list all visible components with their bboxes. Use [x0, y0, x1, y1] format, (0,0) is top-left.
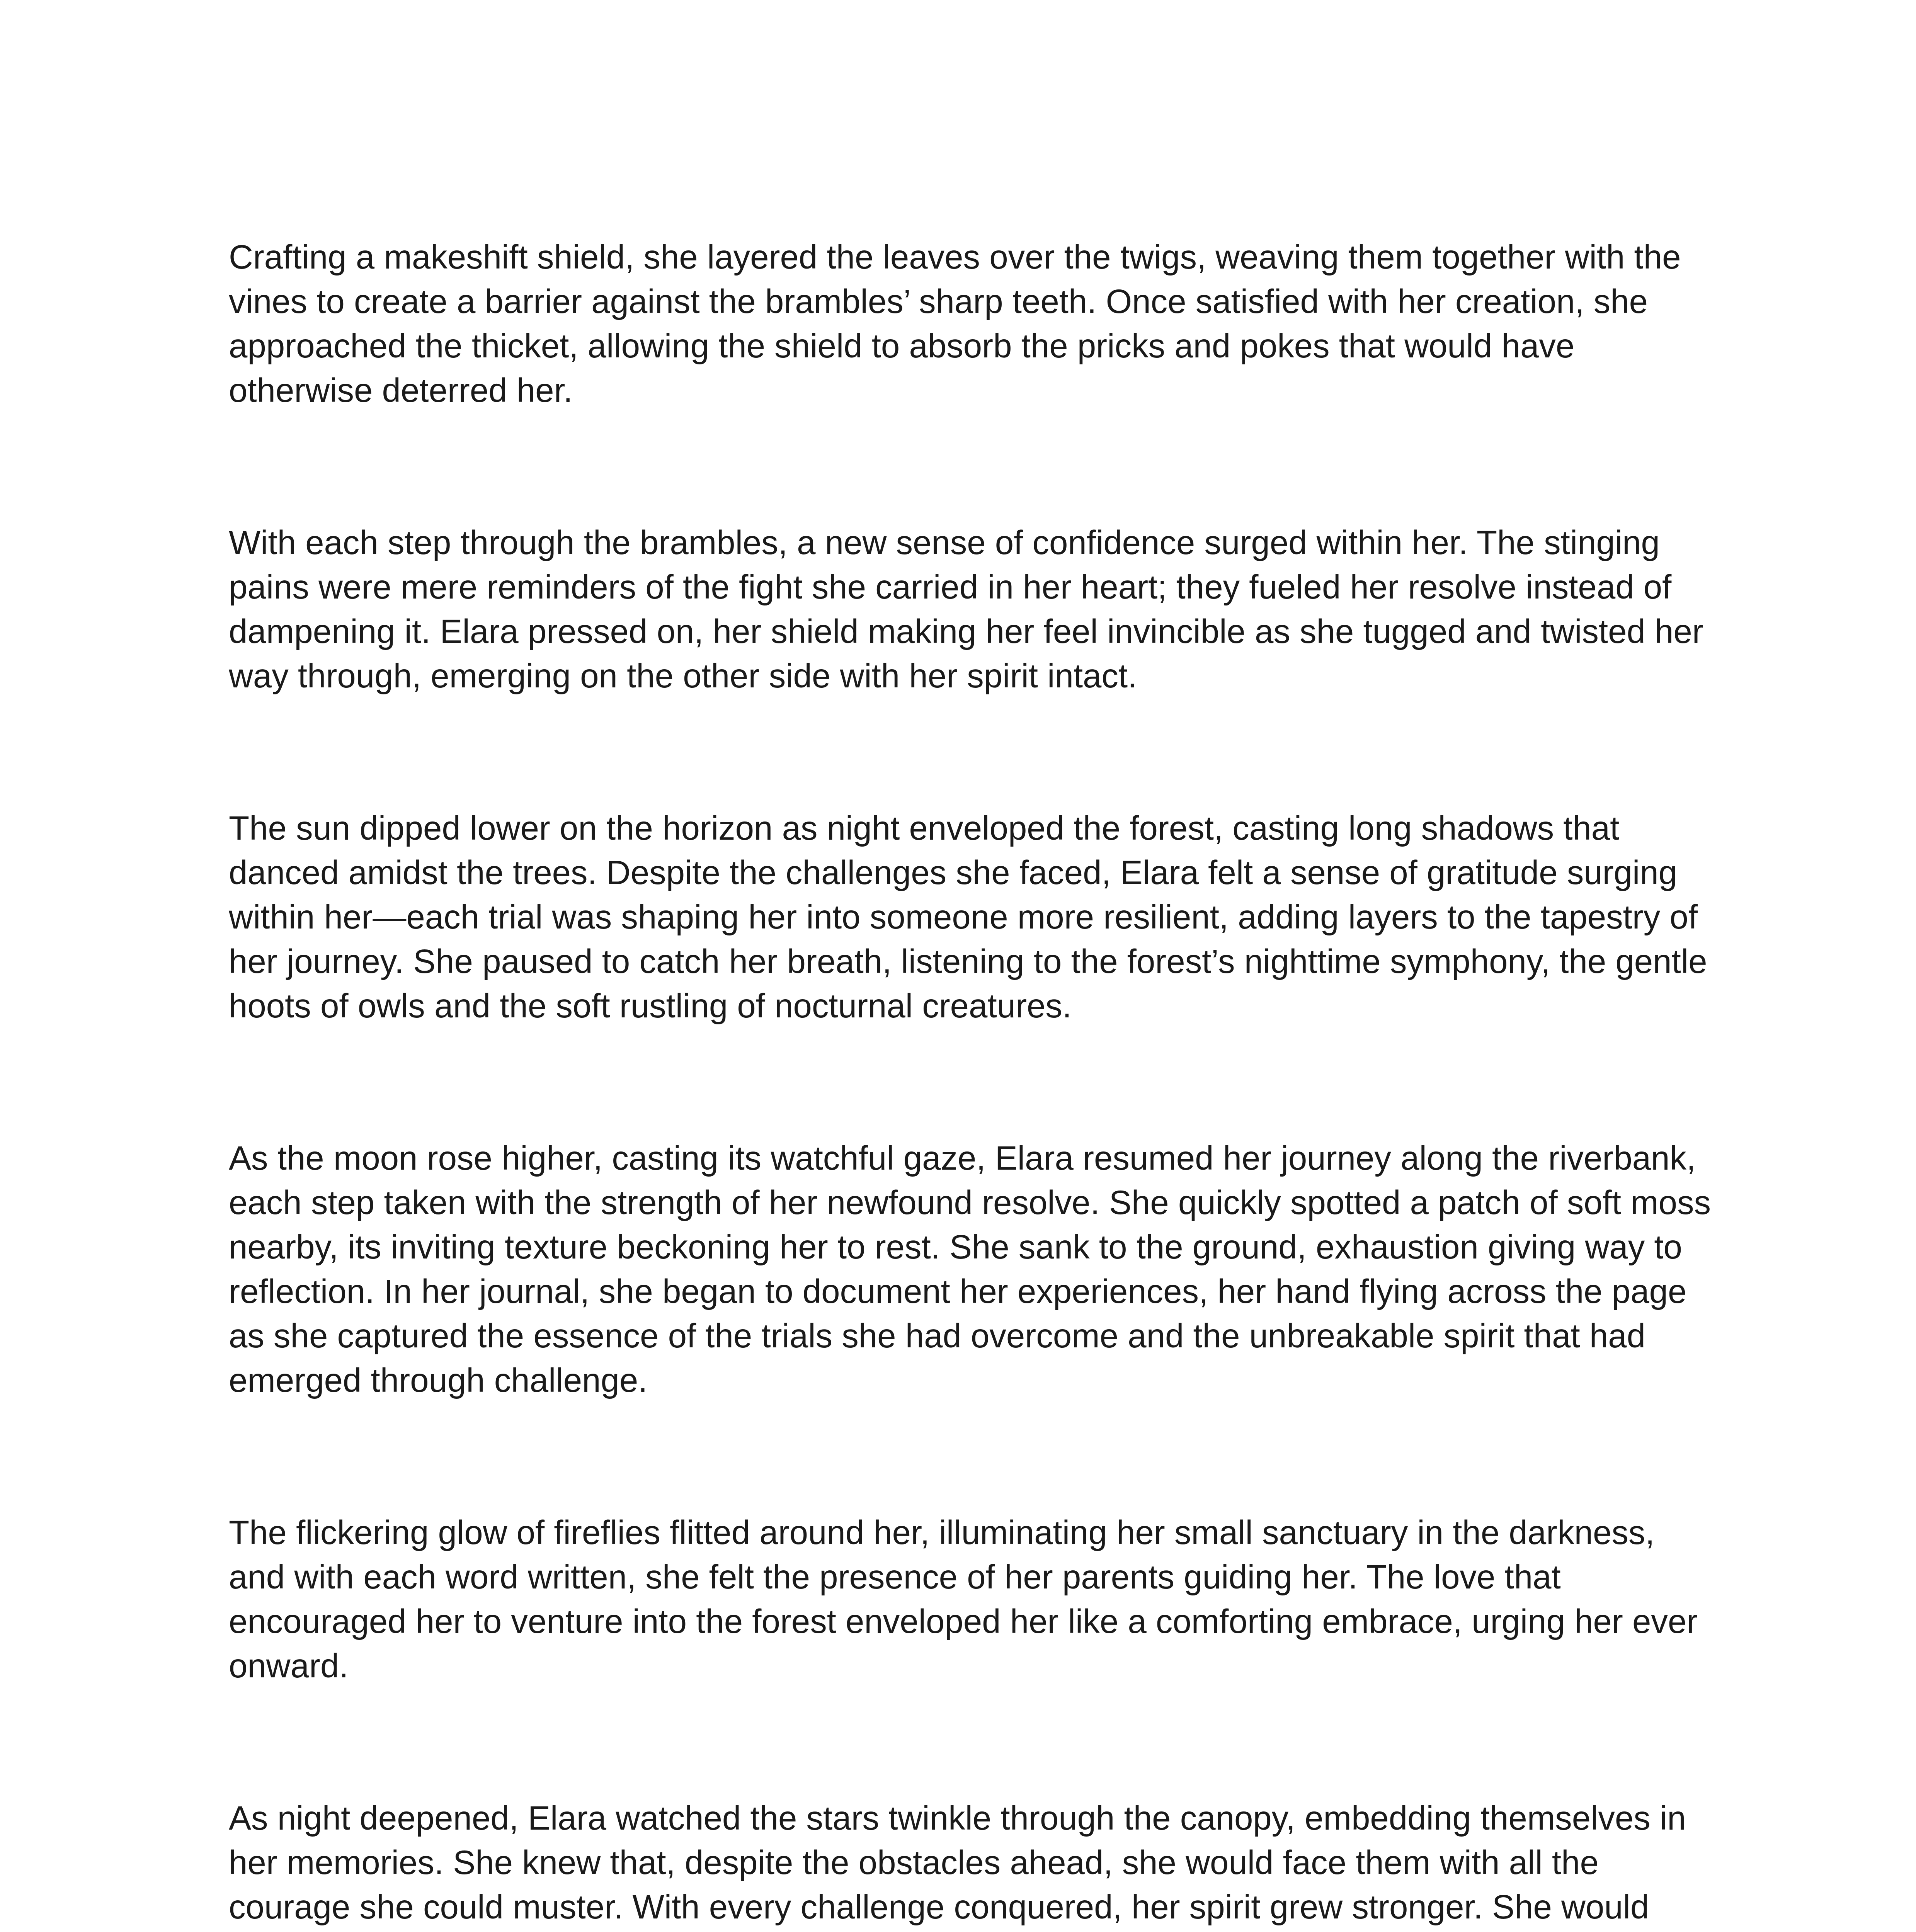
paragraph: With each step through the brambles, a new sense of confidence surged within her. The stinging pains were mere reminders of the fight she carried in her heart; they fueled her resolve instead of dampening it. Elara pressed on, her shield making her feel invincible as she tugged and twisted her way through, emerging on the other side with her spirit intact. — [229, 524, 1703, 695]
paragraph: The flickering glow of fireflies flitted around her, illuminating her small sanctuary in the darkness, and with each word written, she felt the presence of her parents guiding her. The love that encouraged her to venture into the forest enveloped her like a comforting embrace, urging her ever onward. — [229, 1514, 1698, 1685]
paragraph: As the moon rose higher, casting its watchful gaze, Elara resumed her journey along the riverbank, each step taken with the strength of her newfound resolve. She quickly spotted a patch of soft moss nearby, its inviting texture beckoning her to rest. She sank to the ground, exhaustion giving way to reflection. In her journal, she began to document her experiences, her hand flying across the page as she captured the essence of the trials she had overcome and the unbreakable spirit that had emerged through challenge. — [229, 1139, 1711, 1399]
paragraph: The sun dipped lower on the horizon as night enveloped the forest, casting long shadows that danced amidst the trees. Despite the challenges she faced, Elara felt a sense of gratitude surging within her—each trial was shaping her into someone more resilient, adding layers to the tapestry of her journey. She paused to catch her breath, listening to the forest’s nighttime symphony, the gentle hoots of owls and the soft rustling of nocturnal creatures. — [229, 810, 1707, 1025]
paragraph: As night deepened, Elara watched the stars twinkle through the canopy, embedding themselves in her memories. She knew that, despite the obstacles ahead, she would face them with all the courage she could muster. With every challenge conquered, her spirit grew stronger. She would — [229, 1799, 1686, 1926]
body-text — [229, 235, 1713, 1932]
paragraph: Crafting a makeshift shield, she layered the leaves over the twigs, weaving them together with the vines to create a barrier against the brambles’ sharp teeth. Once satisfied with her creation, she approached the thicket, allowing the shield to absorb the pricks and pokes that would have otherwise deterred her. — [229, 238, 1681, 409]
